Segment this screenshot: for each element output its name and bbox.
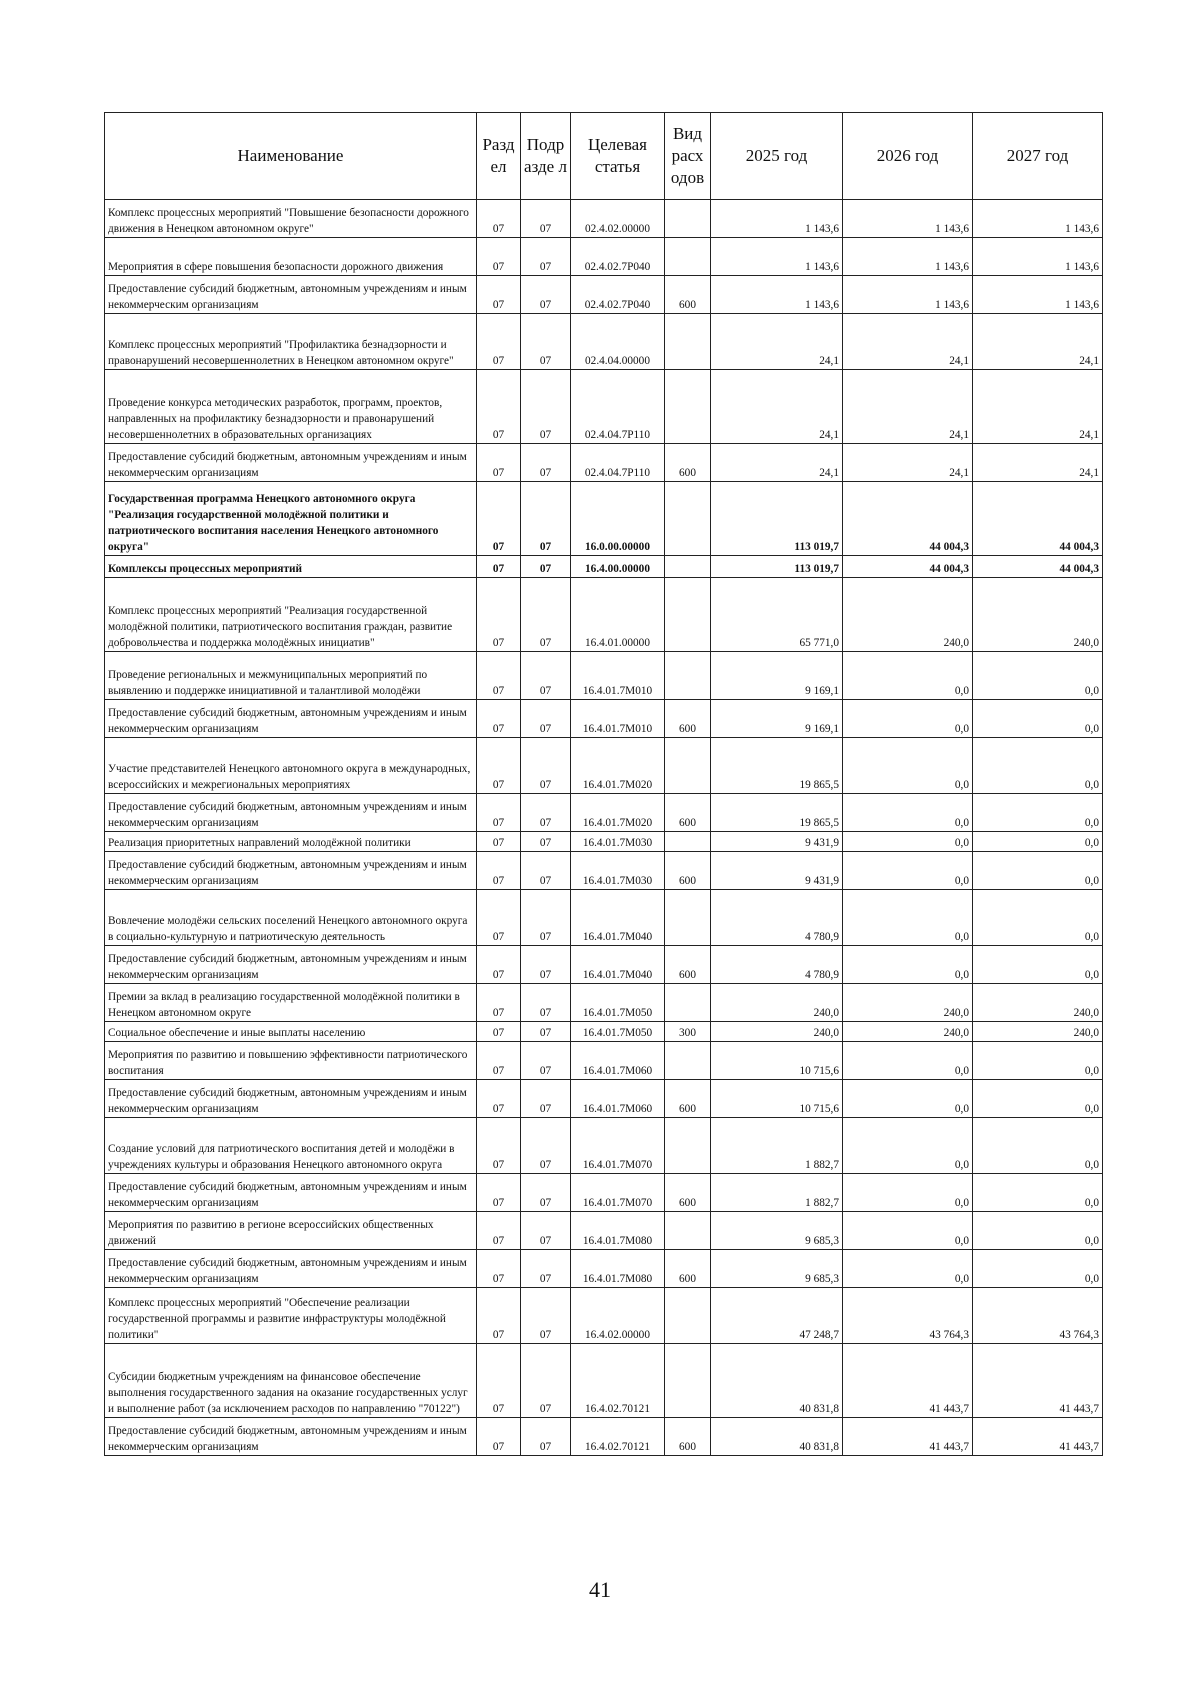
row-podrazdel: 07 [521, 984, 571, 1022]
row-razdel: 07 [477, 1418, 521, 1456]
table-row [105, 832, 1103, 852]
row-podrazdel: 07 [521, 276, 571, 314]
row-amount-2026: 0,0 [843, 890, 973, 946]
row-razdel: 07 [477, 738, 521, 794]
row-amount-2026: 41 443,7 [843, 1344, 973, 1418]
table-row [105, 1288, 1103, 1344]
row-expense-type [665, 1212, 711, 1250]
row-expense-type [665, 984, 711, 1022]
row-razdel: 07 [477, 1022, 521, 1042]
row-target-article: 16.4.00.00000 [571, 556, 665, 578]
row-name: Комплекс процессных мероприятий "Повышение безопасности дорожного движения в Ненецком автономном округе" [105, 200, 477, 238]
row-name: Предоставление субсидий бюджетным, автономным учреждениям и иным некоммерческим организациям [105, 1080, 477, 1118]
row-name: Предоставление субсидий бюджетным, автономным учреждениям и иным некоммерческим организациям [105, 276, 477, 314]
row-name: Предоставление субсидий бюджетным, автономным учреждениям и иным некоммерческим организациям [105, 1250, 477, 1288]
row-amount-2026: 0,0 [843, 832, 973, 852]
table-row [105, 370, 1103, 444]
row-razdel: 07 [477, 946, 521, 984]
header-razdel: Разд ел [477, 113, 521, 200]
row-amount-2026: 24,1 [843, 314, 973, 370]
row-podrazdel: 07 [521, 556, 571, 578]
row-target-article: 16.4.01.7М080 [571, 1250, 665, 1288]
row-amount-2025: 47 248,7 [711, 1288, 843, 1344]
row-amount-2027: 0,0 [973, 700, 1103, 738]
row-podrazdel: 07 [521, 578, 571, 652]
row-target-article: 02.4.04.7Р110 [571, 370, 665, 444]
row-name: Мероприятия в сфере повышения безопасности дорожного движения [105, 238, 477, 276]
row-razdel: 07 [477, 1344, 521, 1418]
row-amount-2027: 240,0 [973, 1022, 1103, 1042]
row-amount-2025: 1 882,7 [711, 1174, 843, 1212]
row-amount-2027: 0,0 [973, 1250, 1103, 1288]
header-year-2025: 2025 год [711, 113, 843, 200]
row-target-article: 16.4.01.7М070 [571, 1174, 665, 1212]
budget-table [104, 112, 1103, 1456]
row-podrazdel: 07 [521, 700, 571, 738]
row-amount-2026: 1 143,6 [843, 200, 973, 238]
row-name: Комплекс процессных мероприятий "Реализация государственной молодёжной политики, патриотического воспитания граждан, развитие добровольчества и поддержка молодёжных инициатив" [105, 578, 477, 652]
row-name: Вовлечение молодёжи сельских поселений Ненецкого автономного округа в социально-культурную и патриотическую деятельность [105, 890, 477, 946]
row-amount-2027: 0,0 [973, 946, 1103, 984]
row-target-article: 16.4.01.7М050 [571, 1022, 665, 1042]
row-amount-2025: 240,0 [711, 984, 843, 1022]
row-amount-2026: 0,0 [843, 1250, 973, 1288]
row-amount-2026: 0,0 [843, 1118, 973, 1174]
row-amount-2025: 4 780,9 [711, 946, 843, 984]
table-row [105, 700, 1103, 738]
table-row [105, 276, 1103, 314]
row-amount-2026: 0,0 [843, 946, 973, 984]
row-name: Комплекс процессных мероприятий "Профилактика безнадзорности и правонарушений несовершеннолетних в Ненецком автономном округе" [105, 314, 477, 370]
row-expense-type: 600 [665, 794, 711, 832]
row-razdel: 07 [477, 1080, 521, 1118]
row-podrazdel: 07 [521, 832, 571, 852]
row-razdel: 07 [477, 984, 521, 1022]
row-expense-type [665, 1288, 711, 1344]
header-target-article: Целевая статья [571, 113, 665, 200]
row-target-article: 16.4.01.7М070 [571, 1118, 665, 1174]
row-podrazdel: 07 [521, 794, 571, 832]
row-amount-2026: 1 143,6 [843, 238, 973, 276]
row-amount-2025: 1 882,7 [711, 1118, 843, 1174]
row-amount-2026: 0,0 [843, 794, 973, 832]
row-amount-2025: 9 431,9 [711, 852, 843, 890]
row-razdel: 07 [477, 1042, 521, 1080]
row-amount-2026: 0,0 [843, 1212, 973, 1250]
row-expense-type [665, 370, 711, 444]
row-amount-2027: 41 443,7 [973, 1344, 1103, 1418]
table-row [105, 1418, 1103, 1456]
row-amount-2025: 4 780,9 [711, 890, 843, 946]
row-amount-2027: 24,1 [973, 370, 1103, 444]
row-podrazdel: 07 [521, 1174, 571, 1212]
row-name: Премии за вклад в реализацию государственной молодёжной политики в Ненецком автономном округе [105, 984, 477, 1022]
row-amount-2026: 24,1 [843, 370, 973, 444]
row-expense-type: 600 [665, 1174, 711, 1212]
row-expense-type: 600 [665, 1250, 711, 1288]
row-razdel: 07 [477, 794, 521, 832]
row-target-article: 16.4.01.7М030 [571, 852, 665, 890]
row-podrazdel: 07 [521, 370, 571, 444]
header-expense-type: Вид расх одов [665, 113, 711, 200]
table-row [105, 794, 1103, 832]
row-podrazdel: 07 [521, 946, 571, 984]
row-amount-2025: 113 019,7 [711, 482, 843, 556]
row-razdel: 07 [477, 578, 521, 652]
row-podrazdel: 07 [521, 652, 571, 700]
row-razdel: 07 [477, 444, 521, 482]
table-row [105, 738, 1103, 794]
table-header-row [105, 113, 1103, 200]
row-amount-2026: 44 004,3 [843, 556, 973, 578]
row-name: Проведение конкурса методических разработок, программ, проектов, направленных на профилактику безнадзорности и правонарушений несовершеннолетних в образовательных организациях [105, 370, 477, 444]
row-amount-2025: 9 431,9 [711, 832, 843, 852]
row-expense-type [665, 200, 711, 238]
row-target-article: 16.4.01.7М010 [571, 652, 665, 700]
row-amount-2027: 1 143,6 [973, 276, 1103, 314]
row-amount-2026: 0,0 [843, 852, 973, 890]
row-expense-type [665, 1042, 711, 1080]
row-target-article: 02.4.04.00000 [571, 314, 665, 370]
row-amount-2026: 240,0 [843, 578, 973, 652]
row-name: Предоставление субсидий бюджетным, автономным учреждениям и иным некоммерческим организациям [105, 852, 477, 890]
header-podrazdel: Подр азде л [521, 113, 571, 200]
row-podrazdel: 07 [521, 738, 571, 794]
table-row [105, 238, 1103, 276]
row-name: Предоставление субсидий бюджетным, автономным учреждениям и иным некоммерческим организациям [105, 794, 477, 832]
row-razdel: 07 [477, 1212, 521, 1250]
row-target-article: 16.4.01.7М020 [571, 738, 665, 794]
table-row [105, 444, 1103, 482]
row-amount-2027: 0,0 [973, 738, 1103, 794]
row-amount-2026: 43 764,3 [843, 1288, 973, 1344]
row-amount-2025: 9 169,1 [711, 700, 843, 738]
header-year-2027: 2027 год [973, 113, 1103, 200]
row-amount-2026: 0,0 [843, 1174, 973, 1212]
row-amount-2026: 1 143,6 [843, 276, 973, 314]
row-razdel: 07 [477, 852, 521, 890]
row-target-article: 16.0.00.00000 [571, 482, 665, 556]
row-amount-2027: 0,0 [973, 832, 1103, 852]
row-razdel: 07 [477, 314, 521, 370]
row-podrazdel: 07 [521, 1344, 571, 1418]
row-target-article: 16.4.01.7М030 [571, 832, 665, 852]
row-expense-type: 600 [665, 276, 711, 314]
row-amount-2025: 1 143,6 [711, 276, 843, 314]
table-row [105, 852, 1103, 890]
header-year-2026: 2026 год [843, 113, 973, 200]
row-amount-2027: 240,0 [973, 984, 1103, 1022]
row-expense-type [665, 738, 711, 794]
row-expense-type: 300 [665, 1022, 711, 1042]
row-amount-2025: 19 865,5 [711, 738, 843, 794]
row-amount-2027: 0,0 [973, 1212, 1103, 1250]
row-podrazdel: 07 [521, 852, 571, 890]
row-razdel: 07 [477, 1250, 521, 1288]
row-amount-2027: 1 143,6 [973, 200, 1103, 238]
row-expense-type [665, 1344, 711, 1418]
row-amount-2025: 65 771,0 [711, 578, 843, 652]
row-razdel: 07 [477, 238, 521, 276]
row-target-article: 16.4.02.70121 [571, 1344, 665, 1418]
row-razdel: 07 [477, 1288, 521, 1344]
row-expense-type: 600 [665, 444, 711, 482]
table-row [105, 652, 1103, 700]
row-amount-2027: 0,0 [973, 890, 1103, 946]
row-expense-type [665, 1118, 711, 1174]
row-target-article: 02.4.02.7Р040 [571, 276, 665, 314]
row-razdel: 07 [477, 890, 521, 946]
row-razdel: 07 [477, 556, 521, 578]
row-amount-2027: 0,0 [973, 852, 1103, 890]
row-razdel: 07 [477, 1174, 521, 1212]
row-podrazdel: 07 [521, 1042, 571, 1080]
header-name: Наименование [105, 113, 477, 200]
row-name: Предоставление субсидий бюджетным, автономным учреждениям и иным некоммерческим организациям [105, 444, 477, 482]
row-podrazdel: 07 [521, 238, 571, 276]
row-target-article: 16.4.01.7М040 [571, 890, 665, 946]
table-row [105, 314, 1103, 370]
row-podrazdel: 07 [521, 1250, 571, 1288]
row-name: Проведение региональных и межмуниципальных мероприятий по выявлению и поддержке инициативной и талантливой молодёжи [105, 652, 477, 700]
row-amount-2025: 40 831,8 [711, 1344, 843, 1418]
row-amount-2026: 240,0 [843, 984, 973, 1022]
row-amount-2026: 0,0 [843, 1042, 973, 1080]
row-name: Реализация приоритетных направлений молодёжной политики [105, 832, 477, 852]
row-podrazdel: 07 [521, 1022, 571, 1042]
row-target-article: 16.4.01.7М080 [571, 1212, 665, 1250]
table-row [105, 1080, 1103, 1118]
row-amount-2025: 24,1 [711, 314, 843, 370]
row-amount-2027: 41 443,7 [973, 1418, 1103, 1456]
table-row [105, 556, 1103, 578]
row-razdel: 07 [477, 652, 521, 700]
row-podrazdel: 07 [521, 314, 571, 370]
row-target-article: 02.4.04.7Р110 [571, 444, 665, 482]
page-number: 41 [589, 1577, 611, 1602]
row-expense-type [665, 890, 711, 946]
row-name: Предоставление субсидий бюджетным, автономным учреждениям и иным некоммерческим организациям [105, 1174, 477, 1212]
row-name: Участие представителей Ненецкого автономного округа в международных, всероссийских и межрегиональных мероприятиях [105, 738, 477, 794]
row-amount-2025: 113 019,7 [711, 556, 843, 578]
row-target-article: 16.4.01.7М010 [571, 700, 665, 738]
row-amount-2025: 10 715,6 [711, 1080, 843, 1118]
row-target-article: 16.4.02.70121 [571, 1418, 665, 1456]
row-amount-2027: 0,0 [973, 794, 1103, 832]
table-row [105, 890, 1103, 946]
row-amount-2026: 0,0 [843, 738, 973, 794]
row-expense-type [665, 652, 711, 700]
row-name: Комплекс процессных мероприятий "Обеспечение реализации государственной программы и развитие инфраструктуры молодёжной политики" [105, 1288, 477, 1344]
table-row [105, 1118, 1103, 1174]
row-amount-2025: 9 169,1 [711, 652, 843, 700]
row-amount-2025: 40 831,8 [711, 1418, 843, 1456]
row-razdel: 07 [477, 832, 521, 852]
row-amount-2025: 9 685,3 [711, 1250, 843, 1288]
row-expense-type [665, 238, 711, 276]
row-name: Предоставление субсидий бюджетным, автономным учреждениям и иным некоммерческим организациям [105, 700, 477, 738]
table-row [105, 1250, 1103, 1288]
row-amount-2026: 41 443,7 [843, 1418, 973, 1456]
row-amount-2025: 24,1 [711, 444, 843, 482]
table-body [105, 200, 1103, 1456]
row-target-article: 16.4.01.7М020 [571, 794, 665, 832]
row-amount-2025: 9 685,3 [711, 1212, 843, 1250]
row-target-article: 16.4.01.00000 [571, 578, 665, 652]
row-target-article: 02.4.02.00000 [571, 200, 665, 238]
row-amount-2025: 240,0 [711, 1022, 843, 1042]
table-row [105, 482, 1103, 556]
row-expense-type: 600 [665, 700, 711, 738]
row-amount-2026: 0,0 [843, 652, 973, 700]
row-expense-type: 600 [665, 946, 711, 984]
row-razdel: 07 [477, 700, 521, 738]
row-name: Создание условий для патриотического воспитания детей и молодёжи в учреждениях культуры и образования Ненецкого автономного округа [105, 1118, 477, 1174]
row-razdel: 07 [477, 482, 521, 556]
row-amount-2027: 44 004,3 [973, 556, 1103, 578]
row-amount-2027: 0,0 [973, 1118, 1103, 1174]
row-expense-type [665, 482, 711, 556]
row-amount-2027: 0,0 [973, 1174, 1103, 1212]
row-expense-type [665, 314, 711, 370]
row-amount-2027: 44 004,3 [973, 482, 1103, 556]
table-row [105, 578, 1103, 652]
row-expense-type: 600 [665, 1080, 711, 1118]
row-name: Мероприятия по развитию в регионе всероссийских общественных движений [105, 1212, 477, 1250]
row-target-article: 16.4.02.00000 [571, 1288, 665, 1344]
row-amount-2026: 24,1 [843, 444, 973, 482]
table-row [105, 984, 1103, 1022]
row-razdel: 07 [477, 276, 521, 314]
row-podrazdel: 07 [521, 1080, 571, 1118]
table-row [105, 1344, 1103, 1418]
row-amount-2025: 1 143,6 [711, 200, 843, 238]
row-amount-2026: 0,0 [843, 1080, 973, 1118]
row-name: Государственная программа Ненецкого автономного округа "Реализация государственной молодёжной политики и патриотического воспитания населения Ненецкого автономного округа" [105, 482, 477, 556]
row-expense-type [665, 578, 711, 652]
row-podrazdel: 07 [521, 890, 571, 946]
row-amount-2027: 0,0 [973, 652, 1103, 700]
row-amount-2027: 0,0 [973, 1080, 1103, 1118]
row-razdel: 07 [477, 370, 521, 444]
row-amount-2027: 24,1 [973, 444, 1103, 482]
row-razdel: 07 [477, 1118, 521, 1174]
row-name: Мероприятия по развитию и повышению эффективности патриотического воспитания [105, 1042, 477, 1080]
table-row [105, 1174, 1103, 1212]
row-amount-2025: 10 715,6 [711, 1042, 843, 1080]
row-amount-2026: 44 004,3 [843, 482, 973, 556]
row-amount-2027: 240,0 [973, 578, 1103, 652]
row-amount-2026: 0,0 [843, 700, 973, 738]
row-podrazdel: 07 [521, 200, 571, 238]
row-amount-2027: 1 143,6 [973, 238, 1103, 276]
row-name: Комплексы процессных мероприятий [105, 556, 477, 578]
row-amount-2027: 43 764,3 [973, 1288, 1103, 1344]
row-target-article: 16.4.01.7М050 [571, 984, 665, 1022]
row-podrazdel: 07 [521, 1212, 571, 1250]
table-row [105, 200, 1103, 238]
row-name: Предоставление субсидий бюджетным, автономным учреждениям и иным некоммерческим организациям [105, 1418, 477, 1456]
row-name: Субсидии бюджетным учреждениям на финансовое обеспечение выполнения государственного задания на оказание государственных услуг и выполнение работ (за исключением расходов по направлению "70122") [105, 1344, 477, 1418]
row-podrazdel: 07 [521, 1288, 571, 1344]
row-podrazdel: 07 [521, 1418, 571, 1456]
row-amount-2027: 24,1 [973, 314, 1103, 370]
table-row [105, 1042, 1103, 1080]
row-razdel: 07 [477, 200, 521, 238]
row-amount-2027: 0,0 [973, 1042, 1103, 1080]
row-amount-2025: 19 865,5 [711, 794, 843, 832]
row-amount-2025: 1 143,6 [711, 238, 843, 276]
row-name: Социальное обеспечение и иные выплаты населению [105, 1022, 477, 1042]
table-row [105, 1212, 1103, 1250]
row-podrazdel: 07 [521, 1118, 571, 1174]
row-target-article: 16.4.01.7М060 [571, 1080, 665, 1118]
row-podrazdel: 07 [521, 444, 571, 482]
table-row [105, 1022, 1103, 1042]
row-expense-type [665, 556, 711, 578]
row-amount-2026: 240,0 [843, 1022, 973, 1042]
row-amount-2025: 24,1 [711, 370, 843, 444]
row-target-article: 16.4.01.7М040 [571, 946, 665, 984]
row-expense-type: 600 [665, 852, 711, 890]
table-row [105, 946, 1103, 984]
row-expense-type [665, 832, 711, 852]
row-name: Предоставление субсидий бюджетным, автономным учреждениям и иным некоммерческим организациям [105, 946, 477, 984]
row-target-article: 02.4.02.7Р040 [571, 238, 665, 276]
row-expense-type: 600 [665, 1418, 711, 1456]
row-target-article: 16.4.01.7М060 [571, 1042, 665, 1080]
row-podrazdel: 07 [521, 482, 571, 556]
